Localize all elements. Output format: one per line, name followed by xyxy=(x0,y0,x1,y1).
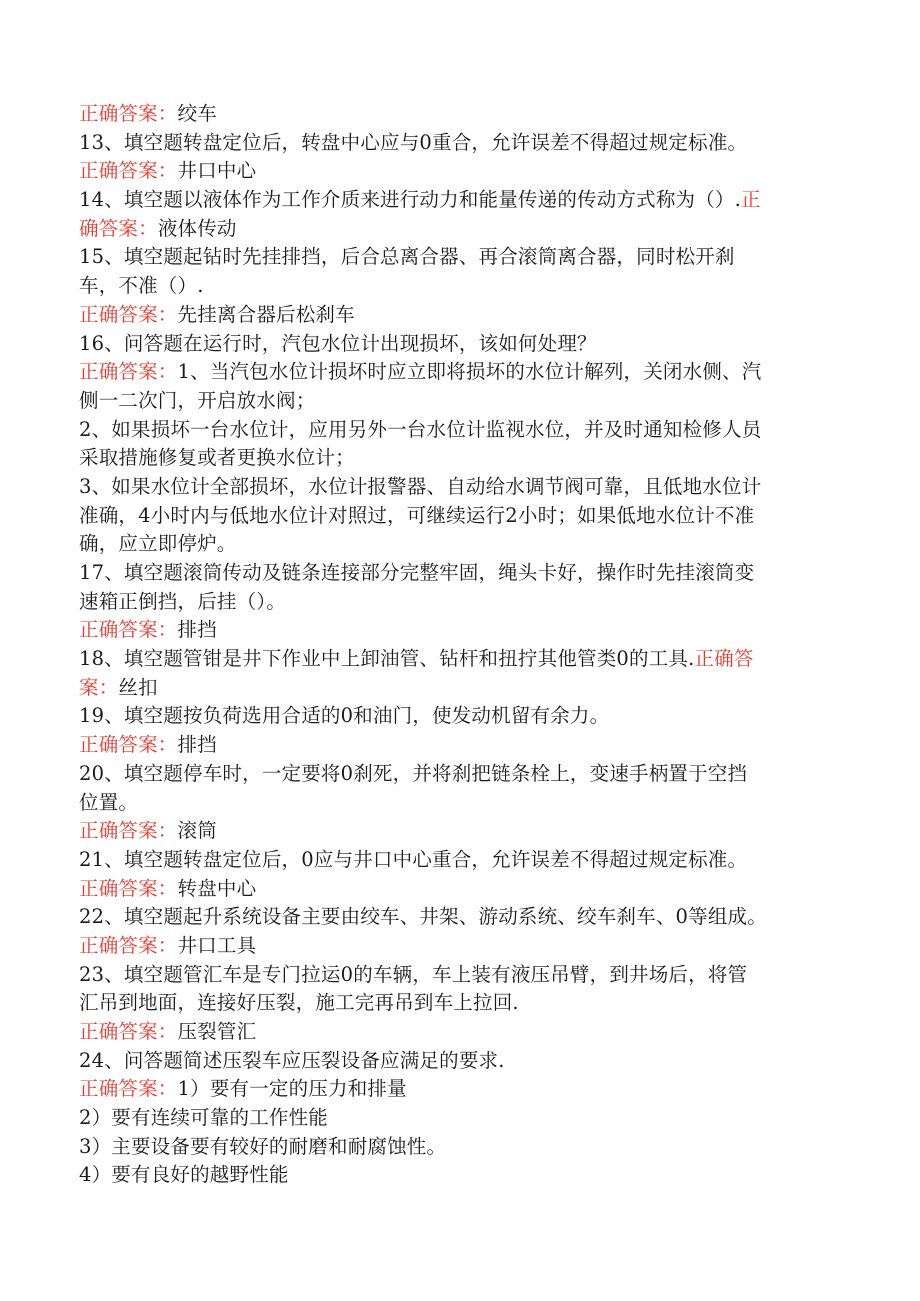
body-text: 24、问答题简述压裂车应压裂设备应满足的要求. xyxy=(79,1048,505,1072)
text-line xyxy=(79,760,831,789)
text-line xyxy=(79,358,831,387)
text-line xyxy=(79,559,831,588)
answer-label: 正确答案： xyxy=(79,933,178,957)
text-line xyxy=(79,1075,831,1104)
answer-label: 正确答案： xyxy=(79,302,178,326)
body-text: 1）要有一定的压力和排量 xyxy=(177,1077,407,1101)
text-line xyxy=(79,473,831,502)
body-text: 17、填空题滚筒传动及链条连接部分完整牢固，绳头卡好，操作时先挂滚筒变 xyxy=(79,561,755,584)
body-text: 压裂管汇 xyxy=(177,1020,257,1043)
text-line xyxy=(79,645,831,674)
text-line xyxy=(79,330,831,359)
body-text: 20、填空题停车时，一定要将0刹死，并将刹把链条栓上，变速手柄置于空挡 xyxy=(79,761,748,785)
body-text: 井口工具 xyxy=(177,933,257,957)
text-line xyxy=(79,1047,831,1076)
body-text: 3、如果水位计全部损坏，水位计报警器、自动给水调节阀可靠，且低地水位计 xyxy=(79,474,762,498)
body-text: 车，不准（）. xyxy=(79,274,204,298)
body-text: 先挂离合器后松刹车 xyxy=(177,302,355,326)
text-line xyxy=(79,272,831,301)
body-text: 位置。 xyxy=(79,790,139,814)
text-line xyxy=(79,215,831,244)
text-line xyxy=(79,588,831,617)
body-text: 丝扣 xyxy=(118,675,158,699)
body-text: 液体传动 xyxy=(157,216,237,240)
text-line xyxy=(79,903,831,932)
body-text: 22、填空题起升系统设备主要由绞车、井架、游动系统、绞车刹车、0等组成。 xyxy=(79,905,767,929)
text-line xyxy=(79,932,831,961)
answer-label: 正确答案： xyxy=(79,102,178,125)
body-text: 21、填空题转盘定位后，0应与井口中心重合，允许误差不得超过规定标准。 xyxy=(79,847,748,871)
text-line xyxy=(79,1018,831,1047)
text-line xyxy=(79,702,831,731)
text-line xyxy=(79,731,831,760)
body-text: 4）要有良好的越野性能 xyxy=(79,1163,289,1187)
body-text: 采取措施修复或者更换水位计； xyxy=(79,446,355,470)
body-text: 14、填空题以液体作为工作介质来进行动力和能量传递的传动方式称为（）. xyxy=(79,188,742,212)
text-line xyxy=(79,301,831,330)
text-line xyxy=(79,1104,831,1133)
body-text: 15、填空题起钻时先挂排挡，后合总离合器、再合滚筒离合器，同时松开刹 xyxy=(79,245,735,269)
body-text: 2）要有连续可靠的工作性能 xyxy=(79,1106,329,1130)
body-text: 18、填空题管钳是井下作业中上卸油管、钻杆和扭拧其他管类0的工具. xyxy=(79,647,695,671)
text-line xyxy=(79,387,831,416)
answer-label: 正确答案： xyxy=(79,360,178,384)
answer-label: 正确答案： xyxy=(79,733,178,757)
document-body xyxy=(79,100,831,1190)
text-line xyxy=(79,875,831,904)
text-line xyxy=(79,817,831,846)
text-line xyxy=(79,186,831,215)
body-text: 13、填空题转盘定位后，转盘中心应与0重合，允许误差不得超过规定标准。 xyxy=(79,130,748,154)
body-text: 滚筒 xyxy=(177,819,217,843)
body-text: 井口中心 xyxy=(177,159,257,183)
body-text: 侧一二次门，开启放水阀； xyxy=(79,388,316,412)
body-text: 排挡 xyxy=(177,733,217,757)
answer-label: 正确答案： xyxy=(79,1077,178,1101)
body-text: 2、如果损坏一台水位计，应用另外一台水位计监视水位，并及时通知检修人员 xyxy=(79,417,762,441)
text-line xyxy=(79,444,831,473)
text-line xyxy=(79,1133,831,1162)
text-line xyxy=(79,157,831,186)
text-line xyxy=(79,129,831,158)
body-text: 确，应立即停炉。 xyxy=(79,532,237,556)
text-line xyxy=(79,416,831,445)
text-line xyxy=(79,243,831,272)
answer-label: 正确答案： xyxy=(79,159,178,183)
text-line xyxy=(79,789,831,818)
text-line xyxy=(79,1161,831,1190)
answer-label: 案： xyxy=(79,675,119,699)
answer-label: 正确答案： xyxy=(79,1020,178,1043)
answer-label: 正 xyxy=(741,188,761,212)
body-text: 19、填空题按负荷选用合适的0和油门，使发动机留有余力。 xyxy=(79,704,610,728)
body-text: 3）主要设备要有较好的耐磨和耐腐蚀性。 xyxy=(79,1134,447,1158)
body-text: 1、当汽包水位计损坏时应立即将损坏的水位计解列，关闭水侧、汽 xyxy=(177,360,762,384)
body-text: 排挡 xyxy=(177,618,217,642)
text-line xyxy=(79,961,831,990)
body-text: 16、问答题在运行时，汽包水位计出现损坏，该如何处理？ xyxy=(79,331,597,355)
answer-label: 正确答 xyxy=(694,647,754,671)
answer-label: 正确答案： xyxy=(79,618,178,642)
answer-label: 正确答案： xyxy=(79,876,178,900)
answer-label: 正确答案： xyxy=(79,819,178,843)
text-line xyxy=(79,674,831,703)
answer-label: 确答案： xyxy=(79,216,158,240)
text-line xyxy=(79,100,831,129)
text-line xyxy=(79,530,831,559)
text-line xyxy=(79,502,831,531)
body-text: 准确，4小时内与低地水位计对照过，可继续运行2小时；如果低地水位计不准 xyxy=(79,503,755,527)
text-line xyxy=(79,846,831,875)
body-text: 转盘中心 xyxy=(177,876,257,900)
body-text: 绞车 xyxy=(177,102,217,125)
body-text: 汇吊到地面，连接好压裂，施工完再吊到车上拉回. xyxy=(79,991,519,1015)
text-line xyxy=(79,616,831,645)
text-line xyxy=(79,989,831,1018)
body-text: 23、填空题管汇车是专门拉运0的车辆，车上装有液压吊臂，到井场后，将管 xyxy=(79,962,748,986)
body-text: 速箱正倒挡，后挂（）。 xyxy=(79,589,286,613)
